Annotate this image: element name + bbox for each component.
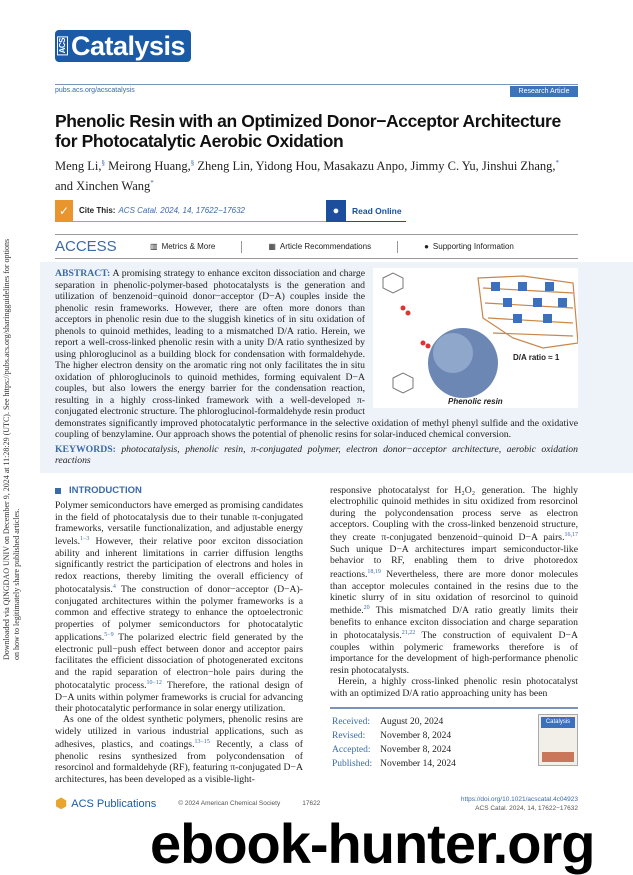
recommendations-icon: ▦	[268, 242, 276, 252]
article-title: Phenolic Resin with an Optimized Donor−Acceptor Architecture for Photocatalytic Aerobic Oxidation	[55, 111, 561, 151]
journal-cover: Catalysis	[538, 714, 578, 766]
divider	[241, 241, 242, 253]
paragraph: Polymer semiconductors have emerged as promising candidates in the field of photocatalysis due to their tunable π-conjugated frameworks, versatile functionalization, and adjustable energy levels.$^{1-3}$ However, their relative poor exciton dissociation ability and inherent limitations in carrier diffusion lengths significantly restrict the participation of electrons and holes in redox reactions, thereby limiting the overall efficiency of photocatalysis.$^4$ The construction of donor−acceptor (D−A)-conjugated architectures within the polymer frameworks is a common and effective strategy to enhance the optoelectronic properties of polymer semiconductors for photocatalytic applications.$^{5-9}$ The polarized electric field generated by the electronic pull−push effect between donor and acceptor pairs facilitates the efficient dissociation of photogenerated excitons and the rapid separation of electron−hole pairs during the photocatalytic process.$^{10-12}$ Therefore, the rational design of D−A units within polymer frameworks is crucial for advancing their photocatalytic performance in solar energy utilization.	[55, 500, 303, 715]
watermark: ebook-hunter.org	[150, 812, 595, 875]
footer-right	[461, 796, 578, 812]
page-footer	[55, 795, 578, 812]
cite-row	[55, 200, 578, 222]
footer-citation: ACS Catal. 2024, 14, 17622−17632	[475, 804, 578, 812]
paragraph: As one of the oldest synthetic polymers, phenolic resins are widely utilized in various industrial applications, such as adhesives, plastics, and coatings.$^{13-15}$ Recently, a class of phenolic resins synthesized from polycondensation of resorcinol and formaldehyde (RF), featuring π-conjugated D−A architectures, has been developed as a visible-light-	[55, 714, 303, 785]
bar-chart-icon: ▥	[150, 242, 158, 252]
abstract-label: ABSTRACT:	[55, 268, 111, 280]
copyright: © 2024 American Chemical Society	[178, 800, 281, 808]
doi-link[interactable]: https://doi.org/10.1021/acscatal.4c04923	[460, 795, 578, 803]
check-icon: ✓	[55, 200, 73, 222]
metrics-link[interactable]: ▥ Metrics & More	[150, 242, 216, 252]
download-notice: Downloaded via QINGDAO UNIV on December 9, 2024 at 11:28:29 (UTC). See https://pubs.acs.org/sharingguidelines for options on how to legitimately share published articles.	[2, 238, 21, 660]
acs-hexagon-icon: ⬢	[55, 795, 68, 812]
article-dates: Received: August 20, 2024 Revised: November 8, 2024 Accepted: November 8, 2024 Published: November 14, 2024	[332, 717, 456, 770]
ratio-label: D/A ratio ≈ 1	[513, 353, 560, 363]
right-column	[330, 485, 578, 772]
toc-graphic	[373, 268, 578, 408]
read-online-icon: ●	[326, 200, 346, 222]
publisher-logo: ⬢ ACS Publications	[55, 795, 157, 812]
supporting-info-link[interactable]: ● Supporting Information	[424, 242, 514, 252]
toc-graphic-svg	[373, 268, 578, 408]
si-icon: ●	[424, 242, 429, 252]
left-column	[55, 485, 303, 785]
resin-label: Phenolic resin	[448, 397, 503, 407]
article-dates-row	[330, 707, 578, 772]
journal-header	[55, 84, 578, 97]
article-page	[55, 30, 595, 875]
paragraph: responsive photocatalyst for H₂O₂ generation. The highly electrophilic quinoid methides in situ oxidized from resorcinol during the polycondensation process serve as electron acceptors. Coupling with the cross-linked benzenoid structure, they create π-conjugated benzenoid−quinoid D−A pairs.$^{16,17}$ Such unique D−A architectures impart semiconductor-like behavior to RF, enabling them to drive photoredox reactions.$^{18,19}$ Nevertheless, there are more donor molecules than acceptor molecules contained in the resins due to the kinetic slurry of in situ oxidation of resorcinol to quinoid methide.$^{20}$ This mismatched D/A ratio greatly limits their benefits to enhance exciton dissociation and charge separation in photocatalysis.$^{21,22}$ The construction of equivalent D−A couples within polymeric frameworks therefore is of importance for the development of high-performance phenolic resin photocatalysts.	[330, 484, 578, 676]
journal-url[interactable]: pubs.acs.org/acscatalysis	[55, 87, 135, 94]
abstract-box	[40, 262, 633, 473]
author-list: Meng Li,§ Meirong Huang,§ Zheng Lin, Yidong Hou, Masakazu Anpo, Jimmy C. Yu, Jinshui Zhang,* and Xinchen Wang*	[55, 159, 559, 194]
recommendations-link[interactable]: ▦ Article Recommendations	[268, 242, 372, 252]
access-label: ACCESS	[55, 238, 117, 256]
abstract: D/A ratio ≈ 1 Phenolic resin ABSTRACT: A promising strategy to enhance exciton dissociation and charge separation in phenolic-polymer-based photocatalysts is the generation and utilization of benzenoid−quinoid donor−acceptor (D−A) couples inside the phenolic resin frameworks. However, there are often more donors than acceptors in phenolic resin due to the sluggish kinetics of in situ oxidation of phenols to quinoid methides, leading to a mismatched D/A ratio. Herein, we report a well-cross-linked phenolic resin with a unity D/A ratio synthesized by using phloroglucinol as a building block for condensation with formaldehyde. The higher electron density on the aromatic ring not only facilitates the in situ oxidation of phloroglucinols to quinoid methides, forming equivalent D−A couples, but also lowers the energy barrier for the condensation reaction, resulting in a highly cross-linked framework with a well-developed π-conjugated electronic structure. The phloroglucinol-formaldehyde resin product demonstrates significantly improved photocatalytic performance in the selective oxidation of methyl phenyl sulfide and the oxidative coupling of benzylamine. Our approach shows the potential of phenolic resins for solar-induced chemical conversion. KEYWORDS: photocatalysis, phenolic resin, π-conjugated polymer, electron donor−acceptor architecture, aerobic oxidation reactions	[55, 268, 578, 467]
journal-logo: ACS Catalysis	[55, 30, 191, 62]
read-online-button[interactable]: ● Read Online	[326, 200, 406, 222]
body-columns	[55, 485, 578, 785]
page-number: 17622	[302, 800, 321, 808]
access-bar	[55, 234, 578, 259]
cite-this[interactable]: ✓ Cite This: ACS Catal. 2024, 14, 17622−17632	[55, 200, 326, 222]
section-heading: INTRODUCTION	[55, 485, 303, 496]
keywords: KEYWORDS: photocatalysis, phenolic resin, π-conjugated polymer, electron donor−acceptor architecture, aerobic oxidation reactions	[55, 443, 578, 467]
square-icon	[55, 488, 61, 494]
article-type-badge: Research Article	[510, 86, 578, 97]
divider	[397, 241, 398, 253]
paragraph: Herein, a highly cross-linked phenolic resin photocatalyst with an optimized D/A ratio approaching unity has been	[330, 676, 578, 699]
